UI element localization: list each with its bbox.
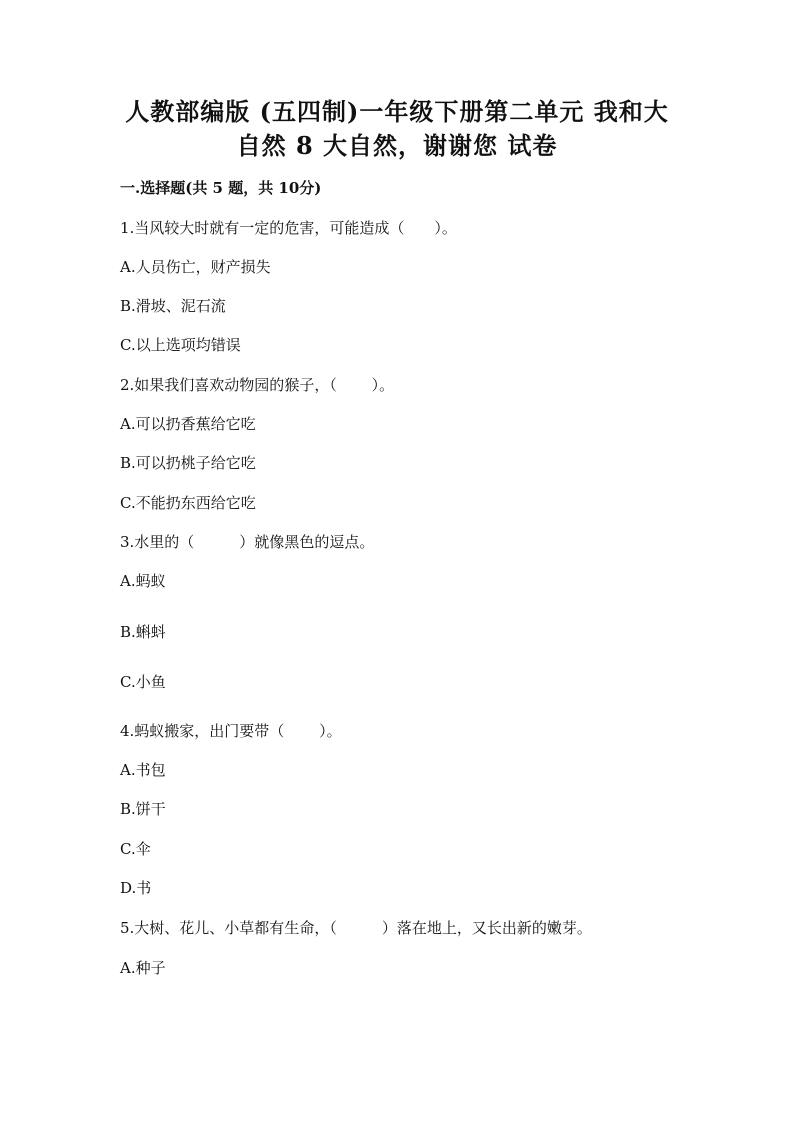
question-3-option-a: A.蚂蚁 <box>120 572 166 590</box>
question-3-option-c: C.小鱼 <box>120 673 166 691</box>
question-4-option-b: B.饼干 <box>120 800 166 818</box>
question-4-option-a: A.书包 <box>120 761 166 779</box>
question-5-stem: 5.大树、花儿、小草都有生命，（ ）落在地上，又长出新的嫩芽。 <box>120 919 592 937</box>
question-4-option-d: D.书 <box>120 879 152 897</box>
question-1-option-b: B.滑坡、泥石流 <box>120 297 226 315</box>
question-2-option-a: A.可以扔香蕉给它吃 <box>120 415 256 433</box>
question-3-option-b: B.蝌蚪 <box>120 623 166 641</box>
exam-title-line-1: 人教部编版 (五四制)一年级下册第二单元 我和大 <box>125 97 669 126</box>
question-1-option-c: C.以上选项均错误 <box>120 336 241 354</box>
question-2-stem: 2.如果我们喜欢动物园的猴子，（ ）。 <box>120 376 395 394</box>
question-5-option-a: A.种子 <box>120 959 166 977</box>
question-4-option-c: C.伞 <box>120 840 151 858</box>
question-2-option-b: B.可以扔桃子给它吃 <box>120 454 256 472</box>
question-4-stem: 4.蚂蚁搬家，出门要带（ ）。 <box>120 722 342 740</box>
exam-title-line-2: 自然 8 大自然，谢谢您 试卷 <box>236 131 558 160</box>
question-3-stem: 3.水里的（ ）就像黑色的逗点。 <box>120 533 375 551</box>
question-2-option-c: C.不能扔东西给它吃 <box>120 494 256 512</box>
section-heading: 一.选择题(共 5 题，共 10分) <box>120 179 322 197</box>
question-1-option-a: A.人员伤亡，财产损失 <box>120 258 271 276</box>
question-1-stem: 1.当风较大时就有一定的危害，可能造成（ ）。 <box>120 219 457 237</box>
